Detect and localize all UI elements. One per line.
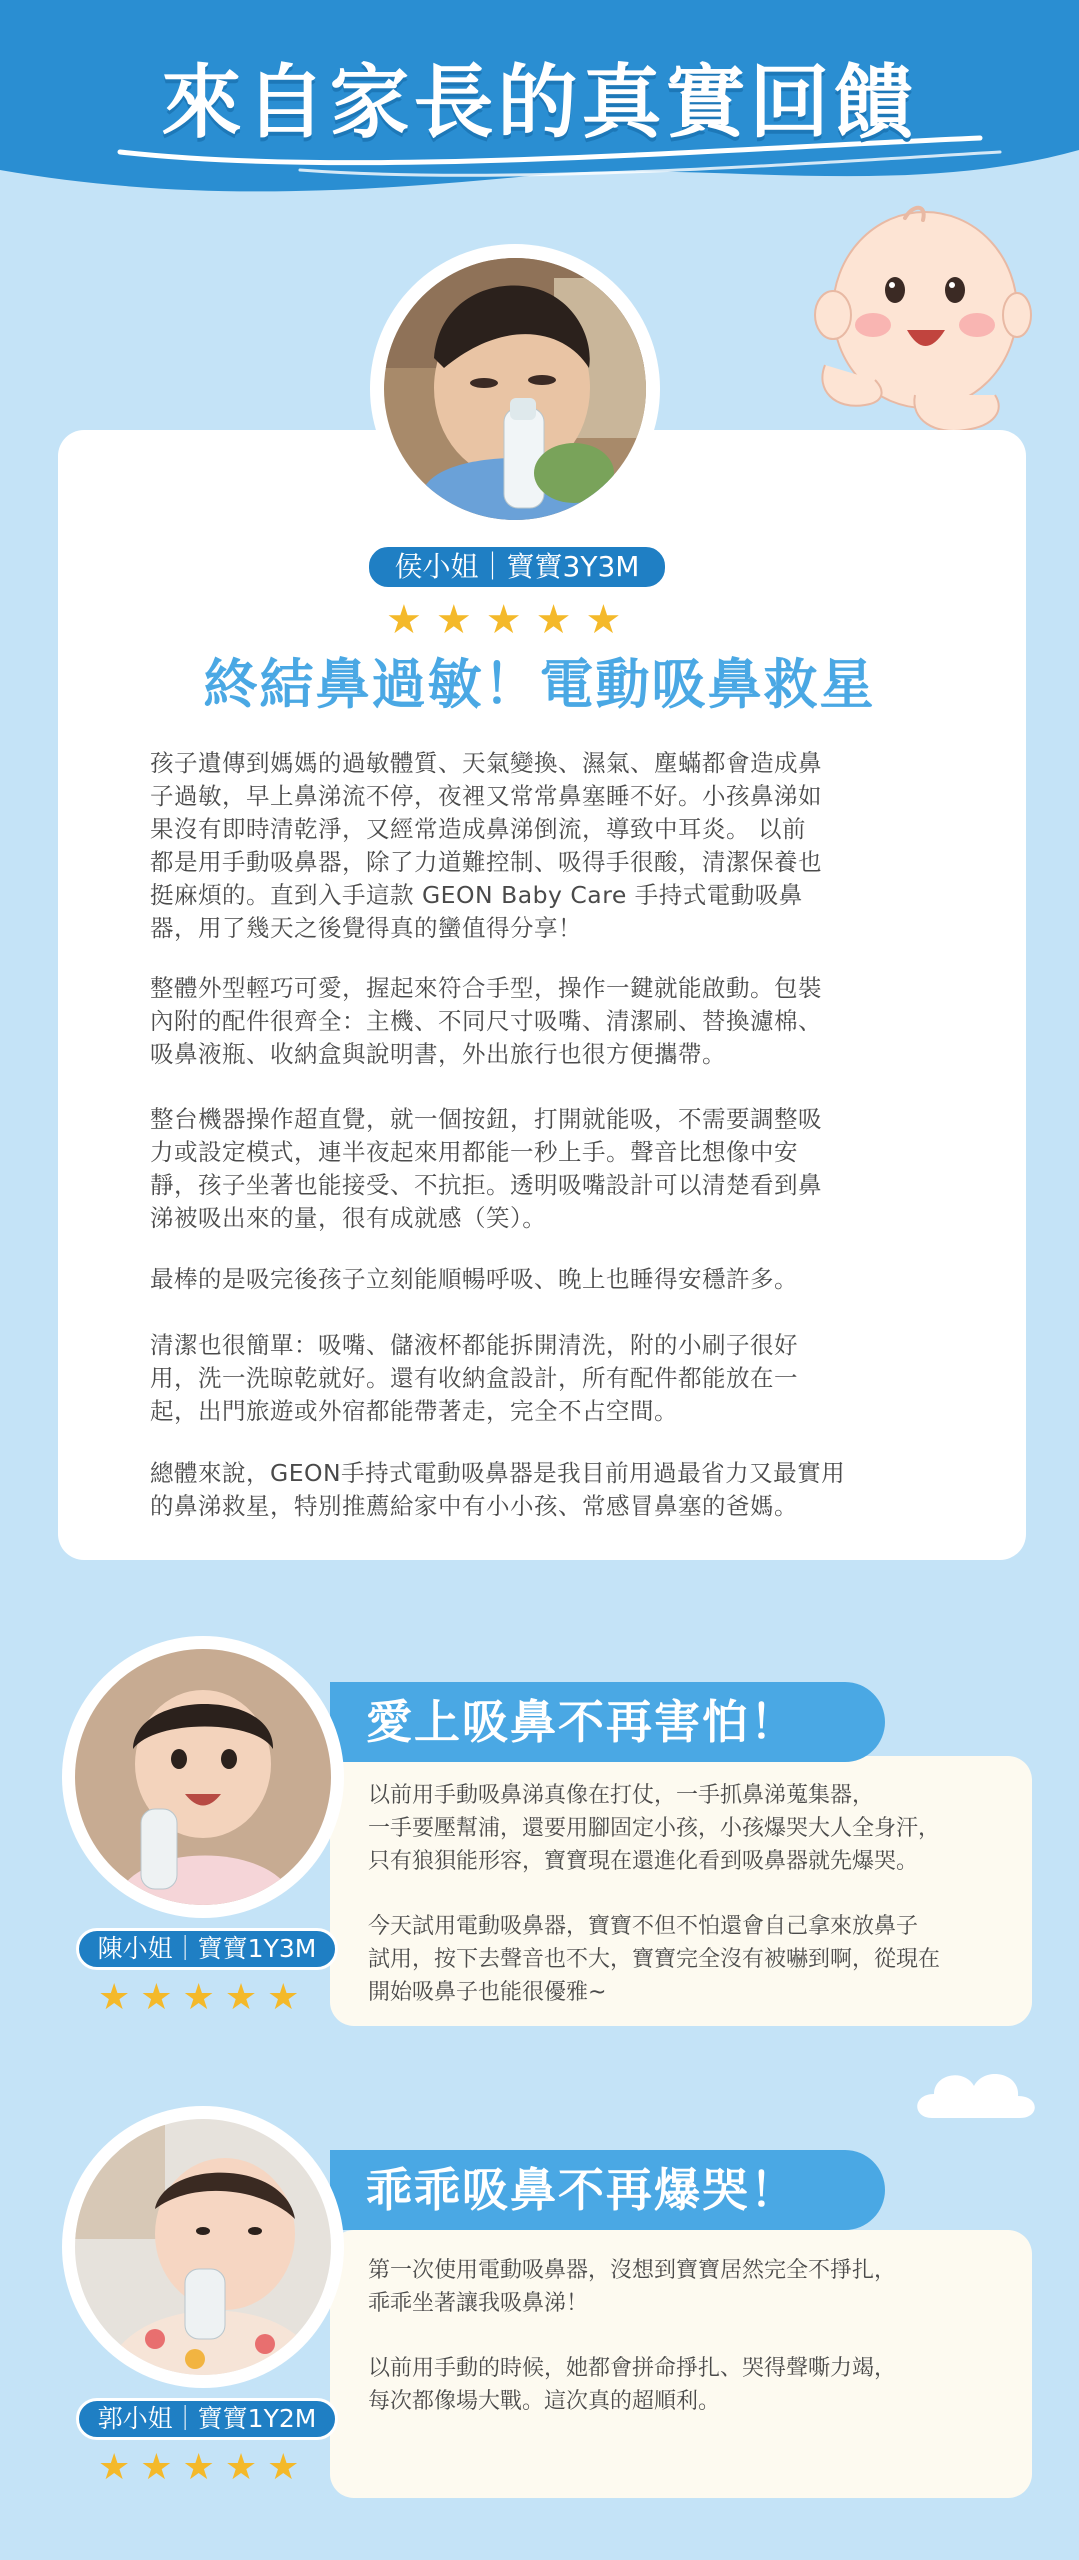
review-paragraph: 今天試用電動吸鼻器，寶寶不但不怕還會自己拿來放鼻子 試用，按下去聲音也不大，寶寶完全沒有被嚇到啊，從現在 開始吸鼻子也能很優雅~ [368,1914,941,2005]
reviewer-photo-boy [384,258,646,520]
page-title: 來自家長的真實回饋 [161,56,918,149]
review-headline-main: 終結鼻過敏！電動吸鼻救星 [203,653,876,716]
header-banner [0,0,1079,215]
reviewer-avatar-2 [62,1636,344,1918]
rating-stars-text: ★★★★★ [386,597,636,643]
reviewer-photo-girl [75,1649,331,1905]
review-paragraph: 整台機器操作超直覺，就一個按鈕，打開就能吸，不需要調整吸 力或設定模式，連半夜起來用都能一秒上手。聲音比想像中安 靜，孩子坐著也能接受、不抗拒。透明吸嘴設計可以清楚看到鼻 涕被吸出來的量，很有成就感（笑）。 [150,1105,822,1232]
review-paragraph: 總體來說，GEON手持式電動吸鼻器是我目前用過最省力又最實用 的鼻涕救星，特別推薦給家中有小小孩、常感冒鼻塞的爸媽。 [150,1459,846,1520]
baby-face-icon [795,190,1035,450]
review-paragraph: 孩子遺傳到媽媽的過敏體質、天氣變換、濕氣、塵蟎都會造成鼻 子過敏，早上鼻涕流不停，夜裡又常常鼻塞睡不好。小孩鼻涕如 果沒有即時清乾淨，又經常造成鼻涕倒流，導致中耳炎。 以前 都是用手動吸鼻器，除了力道難控制、吸得手很酸，清潔保養也 挺麻煩的。直到入手這款 GEON Baby Care 手持式電動吸鼻 器，用了幾天之後覺得真的蠻值得分享！ [150,749,822,942]
review-paragraph: 整體外型輕巧可愛，握起來符合手型，操作一鍵就能啟動。包裝 內附的配件很齊全：主機、不同尺寸吸嘴、清潔刷、替換濾棉、 吸鼻液瓶、收納盒與說明書，外出旅行也很方便攜帶。 [150,974,822,1068]
review-paragraph: 清潔也很簡單：吸嘴、儲液杯都能拆開清洗，附的小刷子很好 用，洗一洗晾乾就好。還有收納盒設計，所有配件都能放在一 起，出門旅遊或外宿都能帶著走，完全不占空間。 [150,1331,798,1425]
review-paragraph: 第一次使用電動吸鼻器，沒想到寶寶居然完全不掙扎， 乖乖坐著讓我吸鼻涕！ [368,2258,897,2316]
rating-stars-main [386,597,636,643]
reviewer-name-3: 郭小姐｜寶寶1Y2M [76,2398,338,2440]
rating-stars-2 [98,1978,309,2018]
review-headline-2: 愛上吸鼻不再害怕！ [330,1682,885,1762]
rating-stars-3 [98,2448,309,2488]
review-paragraph: 以前用手動吸鼻涕真像在打仗，一手抓鼻涕蒐集器， 一手要壓幫浦，還要用腳固定小孩，小孩爆哭大人全身汗， 只有狼狽能形容，寶寶現在還進化看到吸鼻器就先爆哭。 [368,1783,941,1874]
reviewer-name-main: 侯小姐｜寶寶3Y3M [366,544,668,590]
rating-stars-text: ★★★★★ [98,1977,310,2018]
reviewer-name-2: 陳小姐｜寶寶1Y3M [76,1928,338,1970]
review-headline-3: 乖乖吸鼻不再爆哭！ [330,2150,885,2230]
reviewer-avatar-3 [62,2106,344,2388]
reviewer-photo-girl [75,2119,331,2375]
reviewer-avatar-main [370,244,660,534]
rating-stars-text: ★★★★★ [98,2447,310,2488]
review-paragraph: 最棒的是吸完後孩子立刻能順暢呼吸、晚上也睡得安穩許多。 [150,1265,798,1293]
review-paragraph: 以前用手動的時候，她都會拼命掙扎、哭得聲嘶力竭， 每次都像場大戰。這次真的超順利。 [368,2356,897,2414]
cloud-icon [912,2058,1042,2128]
